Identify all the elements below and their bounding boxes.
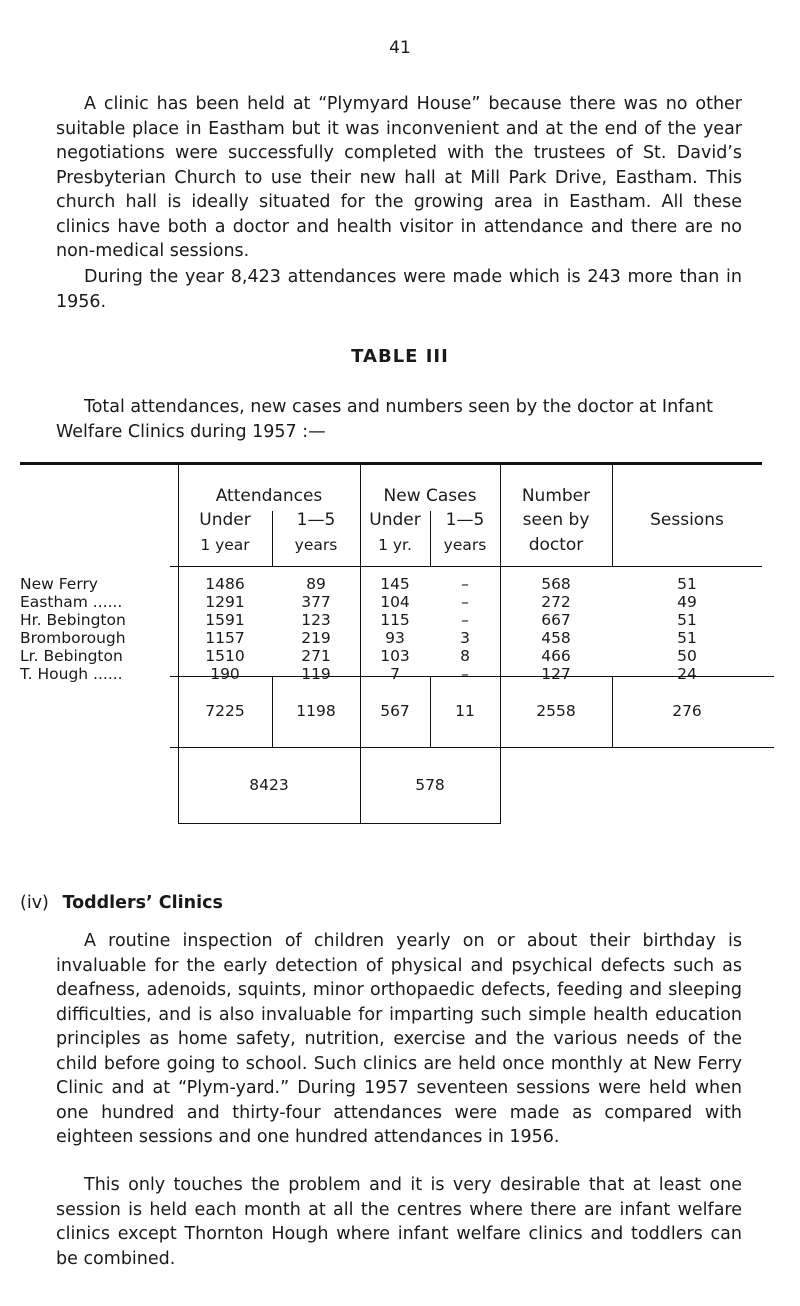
header-att-under-year: 1 year	[200, 536, 250, 554]
cell-att-1-5: 119	[301, 665, 331, 683]
row-label-new-ferry: New Ferry	[20, 575, 98, 593]
section-heading	[20, 893, 223, 913]
header-nc-under: Under	[369, 510, 421, 530]
header-seen-by: seen by	[522, 510, 590, 530]
header-doctor: doctor	[528, 535, 584, 555]
cell-nc-under: 103	[380, 647, 410, 665]
cell-seen: 466	[541, 647, 571, 665]
total-sessions: 276	[672, 702, 702, 720]
row-label-lr-bebington: Lr. Bebington	[20, 647, 123, 665]
grand-total-attendances: 8423	[249, 776, 289, 794]
total-nc-1-5: 11	[455, 702, 475, 720]
cell-att-1-5: 271	[301, 647, 331, 665]
header-number: Number	[521, 486, 591, 506]
cell-seen: 568	[541, 575, 571, 593]
cell-nc-under: 104	[380, 593, 410, 611]
cell-nc-1-5: –	[461, 611, 469, 629]
cell-sessions: 51	[677, 575, 697, 593]
section-number: (iv)	[20, 893, 49, 913]
cell-nc-1-5: 3	[460, 629, 470, 647]
totals-bottom-rule	[170, 747, 774, 748]
cell-att-1-5: 377	[301, 593, 331, 611]
row-label-bromborough: Bromborough	[20, 629, 126, 647]
cell-nc-under: 7	[390, 665, 400, 683]
cell-nc-1-5: 8	[460, 647, 470, 665]
cell-seen: 127	[541, 665, 571, 683]
cell-nc-1-5: –	[461, 665, 469, 683]
cell-att-1-5: 219	[301, 629, 331, 647]
cell-seen: 667	[541, 611, 571, 629]
header-attendances: Attendances	[215, 486, 323, 506]
total-att-under: 7225	[205, 702, 245, 720]
table-title: TABLE III	[351, 346, 449, 367]
cell-nc-under: 93	[385, 629, 405, 647]
header-att-under: Under	[199, 510, 251, 530]
total-seen: 2558	[536, 702, 576, 720]
cell-att-1-5: 89	[306, 575, 326, 593]
cell-nc-under: 115	[380, 611, 410, 629]
header-nc-under-yr: 1 yr.	[378, 536, 412, 554]
header-nc-years: years	[443, 536, 487, 554]
cell-att-1-5: 123	[301, 611, 331, 629]
grand-bottom-rule	[178, 823, 500, 824]
cell-nc-1-5: –	[461, 593, 469, 611]
paragraph-centres: This only touches the problem and it is very desirable that at least one session is held each month at all the centres where there are infant welfare clinics except Thornton Hough where infant welfare clinics and toddlers can be combined.	[56, 1175, 742, 1269]
header-att-years: years	[294, 536, 338, 554]
cell-nc-1-5: –	[461, 575, 469, 593]
cell-nc-under: 145	[380, 575, 410, 593]
total-att-1-5: 1198	[296, 702, 336, 720]
cell-sessions: 51	[677, 629, 697, 647]
cell-att-under: 1486	[205, 575, 245, 593]
header-bottom-rule	[170, 566, 762, 567]
table-top-rule	[20, 462, 762, 465]
cell-sessions: 51	[677, 611, 697, 629]
cell-att-under: 1291	[205, 593, 245, 611]
header-nc-1-5: 1—5	[445, 510, 485, 530]
cell-seen: 272	[541, 593, 571, 611]
total-nc-under: 567	[380, 702, 410, 720]
cell-seen: 458	[541, 629, 571, 647]
table-caption: Total attendances, new cases and numbers seen by the doctor at Infant Welfare Clinics during 1957 :—	[56, 397, 714, 442]
grand-total-new-cases: 578	[415, 776, 445, 794]
row-label-t-hough: T. Hough ......	[20, 665, 123, 683]
cell-sessions: 24	[677, 665, 697, 683]
cell-att-under: 1510	[205, 647, 245, 665]
header-sessions: Sessions	[650, 510, 724, 530]
row-label-hr-bebington: Hr. Bebington	[20, 611, 126, 629]
cell-sessions: 50	[677, 647, 697, 665]
header-new-cases: New Cases	[383, 486, 477, 506]
cell-att-under: 190	[210, 665, 240, 683]
section-title: Toddlers’ Clinics	[62, 893, 223, 913]
cell-att-under: 1591	[205, 611, 245, 629]
cell-att-under: 1157	[205, 629, 245, 647]
paragraph-attendances: During the year 8,423 attendances were made which is 243 more than in 1956.	[56, 267, 742, 312]
row-label-eastham: Eastham ......	[20, 593, 123, 611]
paragraph-toddlers: A routine inspection of children yearly on or about their birthday is invaluable for the early detection of physical and psychical defects such as deafness, adenoids, squints, minor orthopaedic defects, feeding and sleeping difficulties, and is also invaluable for imparting such simple health education principles as home safety, nutrition, exercise and the various needs of the child before going to school. Such clinics are held once monthly at New Ferry Clinic and at “Plym-yard.” During 1957 seventeen sessions were held when one hundred and thirty-four attendances were made as compared with eighteen sessions and one hundred attendances in 1956.	[56, 931, 742, 1147]
header-att-1-5: 1—5	[296, 510, 336, 530]
paragraph-plymyard: A clinic has been held at “Plymyard House” because there was no other suitable place in Eastham but it was inconvenient and at the end of the year negotiations were successfully completed with the trustees of St. David’s Presbyterian Church to use their new hall at Mill Park Drive, Eastham. This church hall is ideally situated for the growing area in Eastham. All these clinics have both a doctor and health visitor in attendance and there are no non-medical sessions.	[56, 94, 742, 261]
page-number: 41	[389, 38, 411, 58]
cell-sessions: 49	[677, 593, 697, 611]
